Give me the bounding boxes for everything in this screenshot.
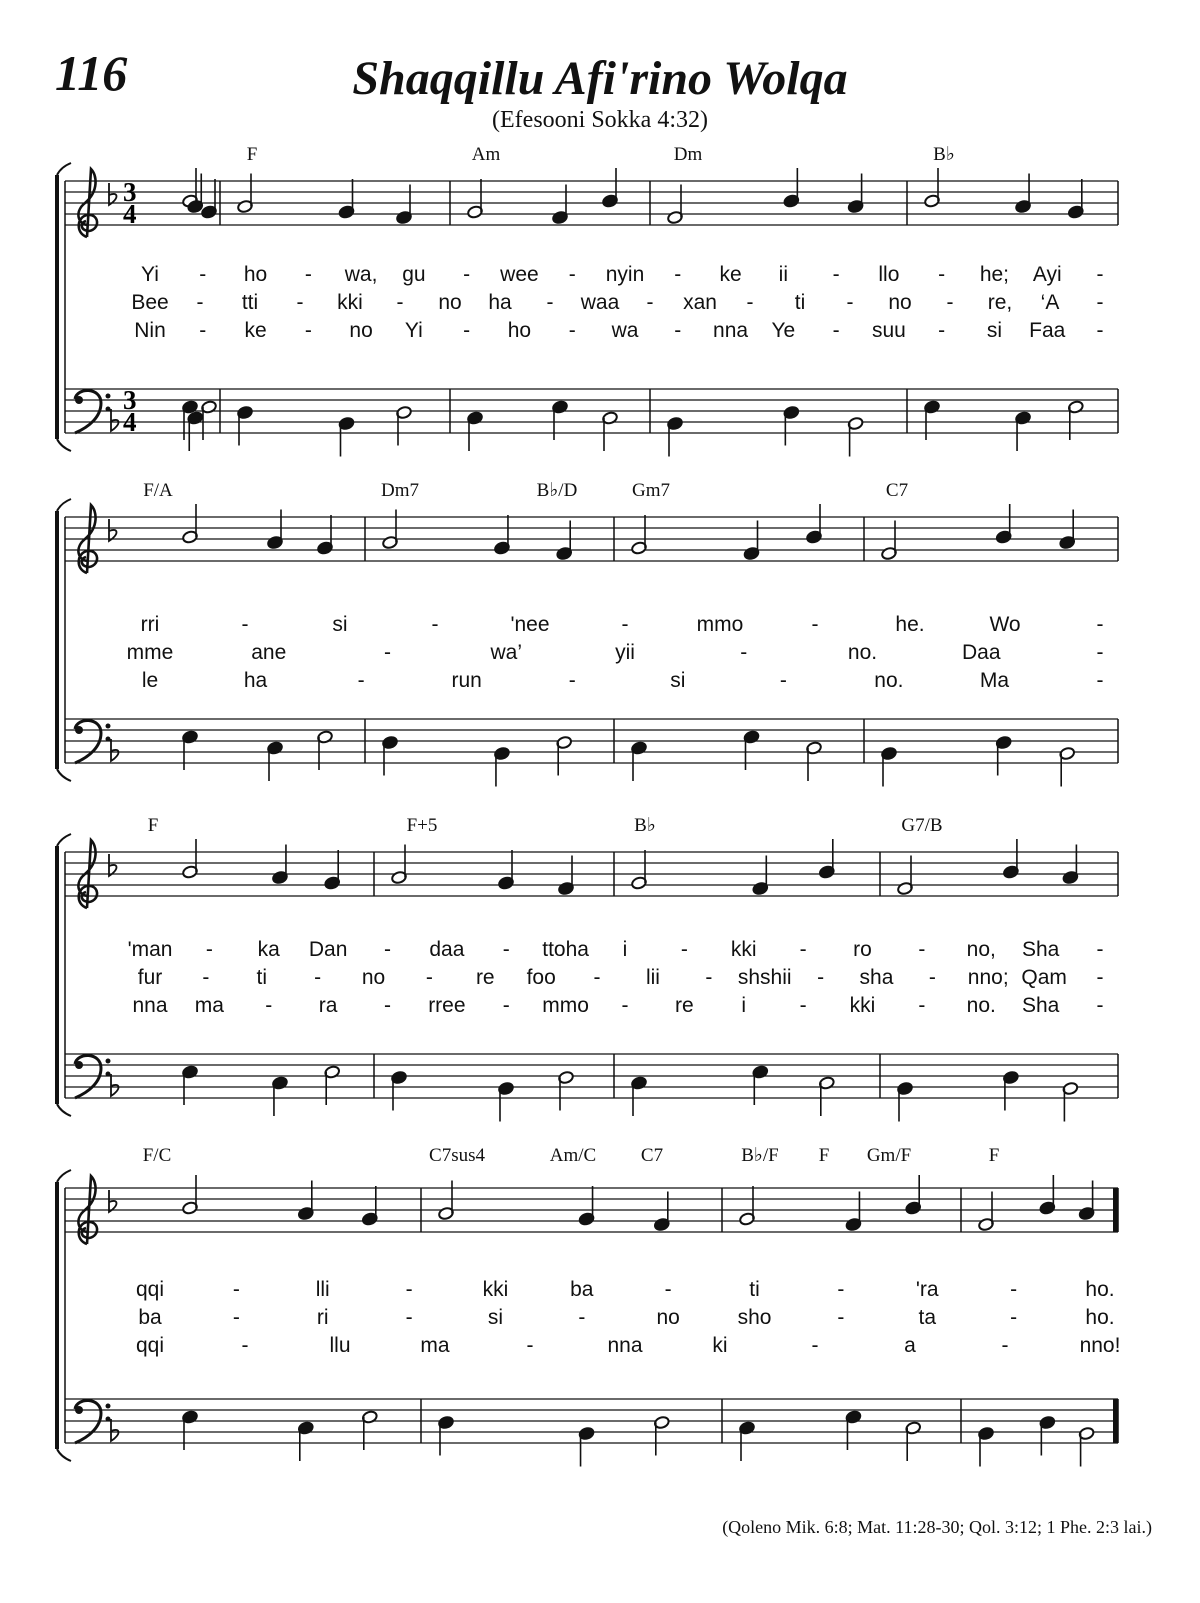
bass-clef-dot	[106, 1072, 111, 1077]
chord-symbol: F	[147, 815, 159, 836]
lyric-syllable: kki	[337, 291, 363, 314]
lyric-syllable: -	[664, 1278, 672, 1301]
lyric-syllable: ho.	[1085, 1306, 1115, 1329]
lyric-syllable: no	[361, 966, 386, 989]
lyric-syllable: fur	[137, 966, 163, 989]
lyric-syllable: -	[463, 319, 471, 342]
bass-clef-dot	[106, 1059, 111, 1064]
lyric-syllable: Sha	[1021, 938, 1060, 961]
lyric-syllable: -	[405, 1278, 413, 1301]
flat-sign-icon	[109, 854, 117, 876]
final-barline	[1113, 1399, 1118, 1443]
lyric-syllable: ti	[749, 1278, 760, 1301]
lyric-syllable: re	[675, 994, 694, 1017]
lyric-syllable: -	[1001, 1334, 1009, 1357]
lyric-syllable: -	[405, 1306, 413, 1329]
lyric-syllable: rri	[140, 613, 160, 636]
lyric-syllable: wa	[611, 319, 639, 342]
lyric-syllable: re,	[987, 291, 1013, 314]
bracket-hook	[57, 163, 71, 175]
lyric-syllable: ma	[420, 1334, 450, 1357]
lyric-syllable: llo	[878, 263, 900, 286]
chord-symbol: B♭/F	[741, 1145, 779, 1166]
time-signature-digit: 3	[123, 385, 137, 415]
lyric-syllable: 'nee	[510, 613, 550, 636]
chord-symbol: F	[988, 1145, 1000, 1166]
chord-symbol: Gm7	[632, 480, 670, 501]
lyric-syllable: -	[199, 263, 207, 286]
chord-symbol: F/A	[143, 480, 173, 501]
lyric-syllable: Dan	[308, 938, 348, 961]
lyric-syllable: ha	[243, 669, 268, 692]
flat-sign-icon	[111, 739, 119, 761]
lyric-syllable: wee	[500, 263, 539, 286]
lyric-syllable: -	[1096, 669, 1104, 692]
lyric-syllable: -	[799, 938, 807, 961]
lyric-syllable: -	[304, 263, 312, 286]
lyric-syllable: kki	[730, 938, 757, 961]
lyric-syllable: -	[241, 613, 249, 636]
lyric-syllable: -	[799, 994, 807, 1017]
lyric-syllable: wa,	[344, 263, 378, 286]
lyric-syllable: -	[1096, 291, 1104, 314]
lyric-syllable: nno!	[1079, 1334, 1121, 1357]
lyric-syllable: -	[396, 291, 404, 314]
lyric-syllable: daa	[429, 938, 465, 961]
lyric-syllable: -	[199, 319, 207, 342]
lyric-syllable: si	[332, 613, 348, 636]
lyric-syllable: -	[1096, 938, 1104, 961]
lyric-syllable: -	[811, 1334, 819, 1357]
lyric-syllable: xan	[683, 291, 717, 314]
lyric-syllable: nno;	[967, 966, 1009, 989]
time-signature-digit: 4	[123, 407, 137, 437]
lyric-syllable: -	[425, 966, 433, 989]
lyric-syllable: Yi	[141, 263, 159, 286]
lyric-syllable: -	[680, 938, 688, 961]
lyric-syllable: Daa	[961, 641, 1001, 664]
chord-symbol: F/C	[142, 1145, 172, 1166]
chord-symbol: F+5	[406, 815, 438, 836]
scripture-references: (Qoleno Mik. 6:8; Mat. 11:28-30; Qol. 3:12; 1 Phe. 2:3 lai.)	[722, 1517, 1152, 1537]
lyric-syllable: gu	[402, 263, 426, 286]
lyric-syllable: no,	[966, 938, 996, 961]
lyric-syllable: -	[646, 291, 654, 314]
hymn-title: Shaqqillu Afi'rino Wolqa	[352, 52, 848, 105]
lyric-syllable: -	[817, 966, 825, 989]
lyric-syllable: ma	[194, 994, 224, 1017]
lyric-syllable: llu	[329, 1334, 351, 1357]
lyric-syllable: -	[357, 669, 365, 692]
lyric-syllable: Faa	[1029, 319, 1066, 342]
bracket-hook	[57, 769, 71, 781]
lyric-syllable: -	[1096, 994, 1104, 1017]
lyric-syllable: Sha	[1021, 994, 1060, 1017]
lyric-syllable: -	[946, 291, 954, 314]
chord-symbol: Am/C	[549, 1145, 597, 1166]
lyric-syllable: a	[904, 1334, 916, 1357]
lyric-syllable: Yi	[404, 319, 423, 342]
lyric-syllable: ‘A	[1040, 291, 1060, 314]
lyric-syllable: -	[918, 994, 926, 1017]
lyric-syllable: -	[232, 1306, 240, 1329]
lyric-syllable: -	[205, 938, 213, 961]
lyric-syllable: no.	[874, 669, 904, 692]
bracket-hook	[57, 1104, 71, 1116]
lyric-syllable: -	[502, 938, 510, 961]
lyric-syllable: kki	[482, 1278, 509, 1301]
lyric-syllable: -	[938, 319, 946, 342]
lyric-syllable: no.	[966, 994, 996, 1017]
lyric-syllable: ra	[318, 994, 338, 1017]
lyric-syllable: ba	[138, 1306, 162, 1329]
lyric-syllable: -	[568, 263, 576, 286]
chord-symbol: B♭/D	[536, 480, 578, 501]
lyric-syllable: -	[196, 291, 204, 314]
lyric-syllable: -	[928, 966, 936, 989]
chord-symbol: Dm7	[381, 480, 419, 501]
bass-clef-dot	[106, 394, 111, 399]
flat-sign-icon	[109, 519, 117, 541]
lyric-syllable: ane	[251, 641, 287, 664]
bass-clef-dot	[106, 1404, 111, 1409]
lyric-syllable: -	[568, 669, 576, 692]
lyric-syllable: si	[487, 1306, 504, 1329]
lyric-syllable: -	[384, 641, 391, 664]
lyric-syllable: -	[837, 1278, 845, 1301]
lyric-syllable: ka	[257, 938, 280, 961]
bass-clef-dot	[75, 1061, 83, 1069]
lyric-syllable: Ma	[979, 669, 1010, 692]
bass-clef-dot	[106, 737, 111, 742]
lyric-syllable: -	[463, 263, 471, 286]
lyric-syllable: 'ra	[915, 1278, 939, 1301]
bass-clef-dot	[75, 726, 83, 734]
lyric-syllable: mmo	[542, 994, 589, 1017]
lyric-syllable: ba	[570, 1278, 594, 1301]
lyric-syllable: -	[546, 291, 554, 314]
lyric-syllable: -	[832, 319, 840, 342]
flat-sign-icon	[109, 183, 117, 205]
bass-clef-dot	[106, 407, 111, 412]
lyric-syllable: -	[674, 263, 682, 286]
lyric-syllable: -	[705, 966, 713, 989]
lyric-syllable: -	[526, 1334, 534, 1357]
lyric-syllable: ii	[778, 263, 789, 286]
lyric-syllable: -	[314, 966, 322, 989]
lyric-syllable: ta	[918, 1306, 937, 1329]
chord-symbol: C7sus4	[429, 1145, 485, 1166]
lyric-syllable: foo	[526, 966, 556, 989]
flat-sign-icon	[111, 1419, 119, 1441]
lyric-syllable: -	[621, 613, 629, 636]
lyric-syllable: -	[1096, 613, 1104, 636]
lyric-syllable: nna	[713, 319, 749, 342]
lyric-syllable: no	[888, 291, 912, 314]
lyric-syllable: mmo	[696, 613, 744, 636]
lyric-syllable: -	[740, 641, 748, 664]
lyric-syllable: -	[674, 319, 682, 342]
bracket-hook	[57, 499, 71, 511]
lyric-syllable: sho	[737, 1306, 772, 1329]
lyric-syllable: no	[349, 319, 373, 342]
chord-symbol: C7	[885, 480, 909, 501]
bracket-hook	[57, 834, 71, 846]
bass-clef-dot	[75, 1406, 83, 1414]
chord-symbol: F	[246, 144, 258, 165]
lyric-syllable: -	[1096, 966, 1104, 989]
lyric-syllable: Qam	[1021, 966, 1067, 989]
lyric-syllable: 'man	[127, 938, 173, 961]
lyric-syllable: -	[384, 994, 391, 1017]
lyric-syllable: he.	[895, 613, 925, 636]
chord-symbol: F	[818, 1145, 830, 1166]
lyric-syllable: si	[670, 669, 686, 692]
lyric-syllable: nna	[607, 1334, 643, 1357]
lyric-syllable: qqi	[135, 1278, 165, 1301]
lyric-syllable: no	[656, 1306, 680, 1329]
lyric-syllable: -	[621, 994, 629, 1017]
lyric-syllable: -	[1010, 1306, 1018, 1329]
lyric-syllable: -	[265, 994, 273, 1017]
lyric-syllable: Nin	[134, 319, 166, 342]
lyric-syllable: lli	[315, 1278, 330, 1301]
lyric-syllable: i	[741, 994, 747, 1017]
lyric-syllable: ti	[256, 966, 268, 989]
lyric-syllable: sha	[859, 966, 894, 989]
bracket-hook	[57, 1449, 71, 1461]
lyric-syllable: -	[811, 613, 819, 636]
lyric-syllable: -	[1096, 263, 1104, 286]
lyric-syllable: re	[475, 966, 495, 989]
lyric-syllable: -	[746, 291, 754, 314]
lyric-syllable: yii	[615, 641, 635, 664]
lyric-syllable: -	[202, 966, 210, 989]
lyric-syllable: -	[232, 1278, 240, 1301]
lyric-syllable: rree	[428, 994, 466, 1017]
flat-sign-icon	[109, 1190, 117, 1212]
lyric-syllable: tti	[241, 291, 259, 314]
lyric-syllable: no	[438, 291, 462, 314]
lyric-syllable: -	[578, 1306, 586, 1329]
time-signature-digit: 3	[123, 177, 137, 207]
final-barline	[1113, 1188, 1118, 1232]
lyric-syllable: -	[918, 938, 926, 961]
bass-clef-dot	[75, 396, 83, 404]
lyric-syllable: -	[1096, 641, 1104, 664]
hymn-subtitle: (Efesooni Sokka 4:32)	[492, 107, 708, 133]
lyric-syllable: mme	[126, 641, 174, 664]
lyric-syllable: he;	[979, 263, 1010, 286]
lyric-syllable: shshii	[737, 966, 792, 989]
chord-symbol: B♭	[933, 144, 955, 165]
lyric-syllable: -	[779, 669, 787, 692]
lyric-syllable: ri	[316, 1306, 329, 1329]
lyric-syllable: ttoha	[542, 938, 589, 961]
lyric-syllable: qqi	[135, 1334, 165, 1357]
lyric-syllable: -	[938, 263, 946, 286]
lyric-syllable: run	[451, 669, 482, 692]
lyric-syllable: ro	[853, 938, 872, 961]
chord-symbol: G7/B	[901, 815, 943, 836]
lyric-syllable: -	[502, 994, 510, 1017]
lyric-syllable: -	[832, 263, 840, 286]
lyric-syllable: -	[241, 1334, 249, 1357]
lyric-syllable: Bee	[131, 291, 169, 314]
bracket-hook	[57, 439, 71, 451]
bass-clef-dot	[106, 724, 111, 729]
time-signature-digit: 4	[123, 199, 137, 229]
chord-symbol: Gm/F	[866, 1145, 912, 1166]
lyric-syllable: -	[568, 319, 576, 342]
lyric-syllable: ha	[488, 291, 512, 314]
lyric-syllable: si	[986, 319, 1003, 342]
lyric-syllable: no.	[847, 641, 878, 664]
bracket-hook	[57, 1170, 71, 1182]
lyric-syllable: Wo	[989, 613, 1021, 636]
chord-symbol: Am	[471, 144, 501, 165]
lyric-syllable: ke	[244, 319, 267, 342]
lyric-syllable: ki	[712, 1334, 728, 1357]
lyric-syllable: -	[304, 319, 312, 342]
bass-clef-dot	[106, 1417, 111, 1422]
lyric-syllable: -	[431, 613, 439, 636]
chord-symbol: B♭	[634, 815, 656, 836]
lyric-syllable: i	[622, 938, 628, 961]
lyric-syllable: suu	[871, 319, 906, 342]
lyric-syllable: ho.	[1085, 1278, 1115, 1301]
lyric-syllable: ke	[719, 263, 742, 286]
lyric-syllable: Ayi	[1032, 263, 1062, 286]
lyric-syllable: -	[837, 1306, 845, 1329]
lyric-syllable: -	[593, 966, 601, 989]
lyric-syllable: -	[1010, 1278, 1018, 1301]
lyric-syllable: Ye	[771, 319, 796, 342]
lyric-syllable: le	[141, 669, 159, 692]
flat-sign-icon	[111, 409, 119, 431]
lyric-syllable: nyin	[605, 263, 645, 286]
chord-symbol: C7	[640, 1145, 664, 1166]
lyric-syllable: ho	[507, 319, 532, 342]
lyric-syllable: -	[384, 938, 391, 961]
lyric-syllable: -	[296, 291, 304, 314]
lyric-syllable: kki	[849, 994, 876, 1017]
lyric-syllable: -	[846, 291, 854, 314]
flat-sign-icon	[111, 1074, 119, 1096]
lyric-syllable: -	[1096, 319, 1104, 342]
lyric-syllable: lii	[645, 966, 660, 989]
lyric-syllable: ho	[243, 263, 268, 286]
lyric-syllable: nna	[132, 994, 168, 1017]
chord-symbol: Dm	[673, 144, 703, 165]
hymn-number: 116	[55, 45, 128, 101]
lyric-syllable: wa’	[490, 641, 523, 664]
lyric-syllable: ti	[794, 291, 806, 314]
lyric-syllable: waa	[580, 291, 620, 314]
